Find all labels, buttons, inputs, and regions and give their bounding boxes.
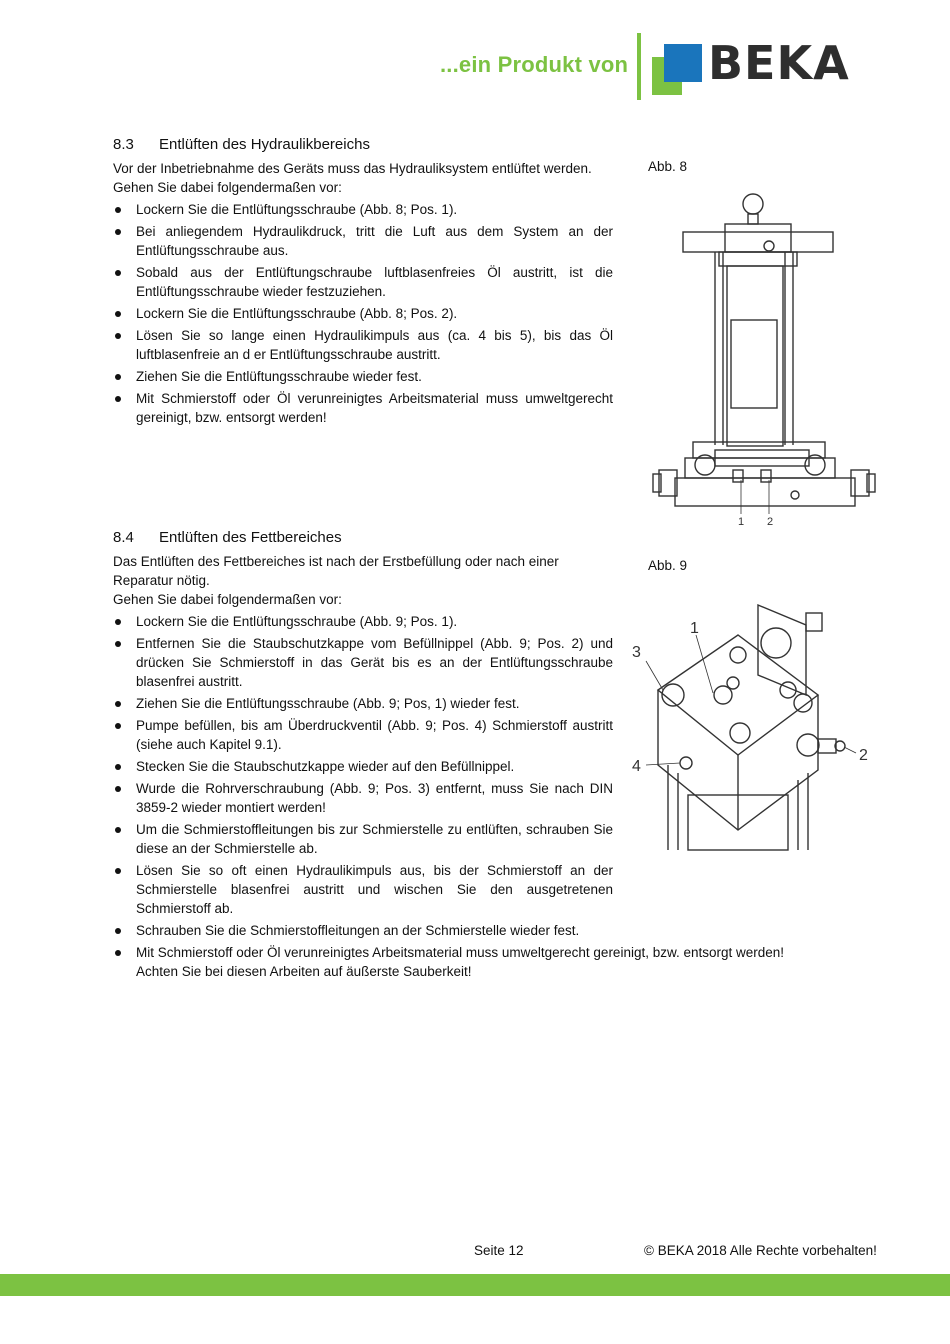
list-item: Pumpe befüllen, bis am Überdruckventil (Abb. 9; Pos. 4) Schmierstoff austritt (siehe auch Kapitel 9.1). (113, 716, 613, 754)
list-item: Wurde die Rohrverschraubung (Abb. 9; Pos. 3) entfernt, muss Sie nach DIN 3859-2 wieder montiert werden! (113, 779, 613, 817)
list-item: Ziehen Sie die Entlüftungsschraube (Abb. 9; Pos, 1) wieder fest. (113, 694, 613, 713)
section-8-4-body (113, 552, 785, 984)
list-item: Ziehen Sie die Entlüftungsschraube wieder fest. (113, 367, 613, 386)
figure-9-label-2: 2 (859, 747, 868, 764)
list-item: Stecken Sie die Staubschutzkappe wieder auf den Befüllnippel. (113, 757, 613, 776)
list-item: Mit Schmierstoff oder Öl verunreinigtes Arbeitsmaterial muss umweltgerecht gereinigt, bzw. entsorgt werden! Achten Sie bei diesen Arbeiten auf äußerste Sauberkeit! (113, 943, 793, 981)
header-tagline: ...ein Produkt von (440, 52, 629, 77)
list-item: Schrauben Sie die Schmierstoffleitungen an der Schmierstelle wieder fest. (113, 921, 793, 940)
figure-9-label-3: 3 (632, 644, 641, 661)
figure-8-caption: Abb. 8 (648, 159, 688, 174)
section-title: Entlüften des Hydraulikbereichs (159, 136, 370, 153)
beka-logo (652, 36, 872, 102)
list-item: Bei anliegendem Hydraulikdruck, tritt die Luft aus dem System an der Entlüftungsschraube aus. (113, 222, 613, 260)
figure-9-label-4: 4 (632, 758, 641, 775)
intro-line: Gehen Sie dabei folgendermaßen vor: (113, 592, 342, 607)
figure-9-drawing (628, 595, 883, 855)
intro-line: Vor der Inbetriebnahme des Geräts muss das Hydrauliksystem entlüftet werden. (113, 161, 592, 176)
figure-8-label-1: 1 (738, 516, 745, 528)
figure-8-label-2: 2 (767, 516, 774, 528)
list-item: Sobald aus der Entlüftungschraube luftblasenfreies Öl austritt, ist die Entlüftungsschraube wieder festzuziehen. (113, 263, 613, 301)
steps-list (113, 200, 613, 427)
figure-9-caption: Abb. 9 (648, 558, 688, 573)
section-8-3-body (113, 159, 613, 430)
section-number: 8.3 (113, 136, 134, 153)
list-item: Lockern Sie die Entlüftungsschraube (Abb. 8; Pos. 1). (113, 200, 613, 219)
figure-9-label-1: 1 (690, 620, 699, 637)
intro-line: Das Entlüften des Fettbereiches ist nach der Erstbefüllung oder nach einer Reparatur nötig. (113, 554, 559, 588)
list-item: Mit Schmierstoff oder Öl verunreinigtes Arbeitsmaterial muss umweltgerecht gereinigt, bzw. entsorgt werden! (113, 389, 613, 427)
intro-line: Gehen Sie dabei folgendermaßen vor: (113, 180, 342, 195)
copyright-notice: © BEKA 2018 Alle Rechte vorbehalten! (644, 1243, 877, 1258)
list-item: Um die Schmierstoffleitungen bis zur Schmierstelle zu entlüften, schrauben Sie diese an der Schmierstelle ab. (113, 820, 613, 858)
section-8-4-heading (113, 529, 342, 546)
list-item: Lösen Sie so oft einen Hydraulikimpuls aus, bis der Schmierstoff an der Schmierstelle blasenfrei austritt und wischen Sie den ausgetretenen Schmierstoff ab. (113, 861, 613, 918)
footer-band (0, 1274, 950, 1296)
list-item: Lockern Sie die Entlüftungsschraube (Abb. 9; Pos. 1). (113, 612, 613, 631)
section-title: Entlüften des Fettbereiches (159, 529, 342, 546)
figure-8-drawing (645, 180, 885, 532)
logo-blue-square (664, 44, 702, 82)
section-number: 8.4 (113, 529, 134, 546)
logo-text: BEKA (708, 36, 850, 90)
page-number: Seite 12 (474, 1243, 524, 1258)
list-item: Lockern Sie die Entlüftungsschraube (Abb. 8; Pos. 2). (113, 304, 613, 323)
steps-list-wide (113, 921, 793, 981)
header-divider (637, 33, 641, 100)
section-8-3-heading (113, 136, 370, 153)
steps-list (113, 612, 613, 918)
list-item: Entfernen Sie die Staubschutzkappe vom Befüllnippel (Abb. 9; Pos. 2) und drücken Sie Schmierstoff in das Gerät bis es an der Entlüftungsschraube blasenfrei austritt. (113, 634, 613, 691)
list-item: Lösen Sie so lange einen Hydraulikimpuls aus (ca. 4 bis 5), bis das Öl luftblasenfreie an d er Entlüftungsschraube austritt. (113, 326, 613, 364)
